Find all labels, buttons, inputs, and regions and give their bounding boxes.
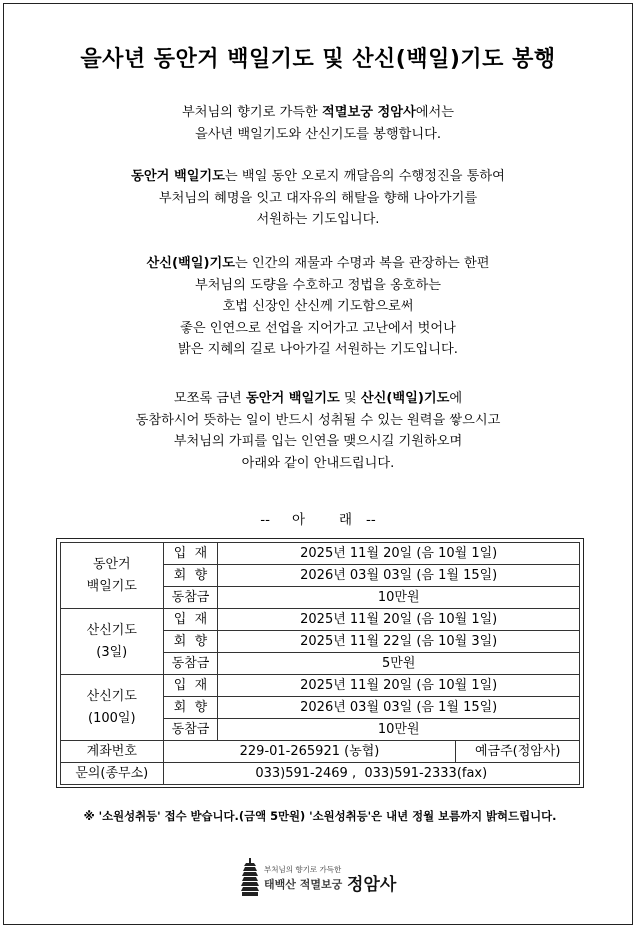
dongangeo-paragraph [4, 166, 632, 231]
row-value: 2025년 11월 20일 (음 10월 1일) [218, 609, 580, 631]
row-label: 동참금 [163, 653, 218, 675]
sansin-line-4: 좋은 인연으로 선업을 지어가고 고난에서 벗어나 [180, 320, 456, 336]
closing-line-2: 동참하시어 뜻하는 일이 반드시 성취될 수 있는 원력을 쌓으시고 [135, 412, 501, 428]
sansin-paragraph [4, 253, 632, 361]
schedule-table [60, 542, 580, 785]
closing-line-1 [4, 388, 632, 410]
dongangeo-term: 동안거 백일기도 [131, 169, 225, 184]
group-name-line: (3일) [96, 644, 128, 660]
sansin-text: 는 인간의 재물과 수명과 복을 관장하는 한편 [235, 256, 490, 271]
dongangeo-line-3: 서원하는 기도입니다. [256, 212, 380, 227]
group-name [61, 675, 164, 741]
row-value: 10만원 [218, 587, 580, 609]
closing-text: 모쪼록 금년 [173, 391, 246, 406]
dongangeo-text: 는 백일 동안 오로지 깨달음의 수행정진을 통하여 [224, 169, 505, 184]
group-name-line: (100일) [88, 710, 136, 726]
sansin-line-5: 밝은 지혜의 길로 나아가길 서원하는 기도입니다. [178, 342, 458, 357]
closing-term-2: 산신(백일)기도 [360, 391, 450, 406]
logo-tagline: 부처님의 향기로 가득한 [264, 865, 342, 874]
closing-line-4: 아래와 같이 안내드립니다. [241, 455, 395, 471]
dongangeo-line-2: 부처님의 혜명을 잇고 대자유의 해탈을 향해 나아가기를 [158, 190, 478, 206]
temple-name: 적멸보궁 정암사 [321, 105, 416, 120]
closing-line-3: 부처님의 가피를 입는 인연을 맺으시길 기원하오며 [173, 434, 463, 449]
sansin-term: 산신(백일)기도 [146, 256, 236, 271]
intro-paragraph [4, 102, 632, 145]
contact-label: 문의(종무소) [61, 763, 164, 785]
table-row [61, 543, 580, 565]
logo-temple-name: 정암사 [347, 875, 397, 895]
page-title: 을사년 동안거 백일기도 및 산신(백일)기도 봉행 [80, 47, 556, 72]
row-label: 회 향 [163, 565, 218, 587]
group-name-line: 산신기도 [86, 688, 137, 704]
intro-text: 부처님의 향기로 가득한 [182, 105, 322, 120]
group-name [61, 543, 164, 609]
account-holder: 예금주(정암사) [456, 741, 580, 763]
group-name-line: 백일기도 [86, 578, 137, 594]
intro-line-2: 을사년 백일기도와 산신기도를 봉행합니다. [194, 126, 442, 142]
closing-text: 및 [339, 391, 361, 406]
notice-char-2: 래 [339, 512, 353, 528]
row-label: 회 향 [163, 697, 218, 719]
table-row [61, 609, 580, 631]
table-row [61, 741, 580, 763]
account-number: 229-01-265921 (농협) [163, 741, 456, 763]
sansin-line-2: 부처님의 도량을 수호하고 정법을 옹호하는 [194, 277, 442, 293]
account-label: 계좌번호 [61, 741, 164, 763]
dash-left: -- [260, 512, 270, 528]
temple-logo [240, 858, 410, 896]
row-label: 입 재 [163, 675, 218, 697]
dash-right: -- [366, 512, 376, 528]
intro-text: 에서는 [415, 105, 454, 120]
row-label: 입 재 [163, 543, 218, 565]
row-label: 입 재 [163, 609, 218, 631]
row-value: 5만원 [218, 653, 580, 675]
pagoda-icon [240, 858, 260, 896]
closing-text: 에 [449, 391, 463, 406]
sansin-line-3: 호법 신장인 산신께 기도함으로써 [222, 299, 414, 314]
notice-heading [4, 508, 632, 528]
row-value: 2026년 03월 03일 (음 1월 15일) [218, 697, 580, 719]
notice-char-1: 아 [291, 512, 305, 528]
row-label: 회 향 [163, 631, 218, 653]
row-label: 동참금 [163, 587, 218, 609]
closing-term-1: 동안거 백일기도 [245, 391, 340, 406]
sansin-line-1 [4, 253, 632, 275]
contact-numbers: 033)591-2469 , 033)591-2333(fax) [163, 763, 579, 785]
dongangeo-line-1 [4, 166, 632, 188]
row-value: 10만원 [218, 719, 580, 741]
group-name [61, 609, 164, 675]
intro-line-1 [4, 102, 632, 124]
row-label: 동참금 [163, 719, 218, 741]
table-row [61, 675, 580, 697]
group-name-line: 동안거 [92, 556, 131, 572]
closing-paragraph [4, 388, 632, 474]
row-value: 2025년 11월 20일 (음 10월 1일) [218, 675, 580, 697]
group-name-line: 산신기도 [86, 622, 137, 638]
row-value: 2025년 11월 20일 (음 10월 1일) [218, 543, 580, 565]
table-row [61, 763, 580, 785]
row-value: 2025년 11월 22일 (음 10월 3일) [218, 631, 580, 653]
lantern-footnote: ※ '소원성취등' 접수 받습니다.(금액 5만원) '소원성취등'은 내년 정월 보름까지 밝혀드립니다. [83, 809, 557, 823]
row-value: 2026년 03월 03일 (음 1월 15일) [218, 565, 580, 587]
logo-subtitle: 태백산 적멸보궁 [264, 878, 343, 891]
